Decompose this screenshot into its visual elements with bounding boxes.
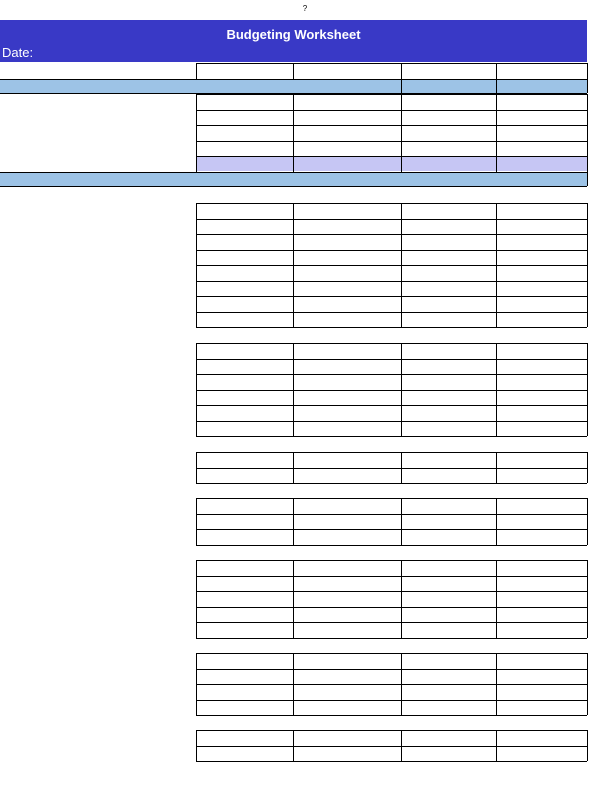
grid-row-line	[196, 327, 587, 328]
grid-row-line	[196, 514, 587, 515]
grid-column-line	[293, 498, 294, 545]
grid-column-line	[196, 452, 197, 483]
grid-line	[293, 156, 294, 172]
grid-row-line	[196, 700, 587, 701]
grid-row-line	[196, 545, 587, 546]
grid-line	[196, 156, 197, 172]
grid-column-line	[496, 452, 497, 483]
grid-column-line	[496, 203, 497, 327]
grid-column-line	[587, 343, 588, 436]
total-income-band	[196, 157, 587, 171]
grid-row-line	[196, 265, 587, 266]
grid-column-line	[587, 653, 588, 715]
grid-row-line	[196, 312, 587, 313]
grid-column-line	[587, 94, 588, 156]
grid-line	[0, 79, 587, 80]
grid-column-line	[587, 560, 588, 638]
date-label: Date:	[2, 45, 34, 60]
grid-column-line	[496, 343, 497, 436]
grid-column-line	[196, 203, 197, 327]
grid-row-line	[196, 468, 587, 469]
grid-column-line	[293, 653, 294, 715]
grid-line	[0, 186, 587, 187]
grid-row-line	[196, 622, 587, 623]
grid-column-line	[293, 94, 294, 156]
grid-column-line	[496, 653, 497, 715]
page-title: Budgeting Worksheet	[226, 27, 361, 42]
grid-column-line	[293, 343, 294, 436]
grid-column-line	[401, 498, 402, 545]
grid-column-line	[496, 560, 497, 638]
grid-column-line	[401, 94, 402, 156]
grid-line	[196, 63, 587, 64]
grid-row-line	[196, 715, 587, 716]
grid-column-line	[293, 560, 294, 638]
grid-row-line	[196, 684, 587, 685]
grid-row-line	[196, 498, 587, 499]
top-mark: ?	[302, 4, 308, 13]
grid-row-line	[196, 746, 587, 747]
grid-column-line	[401, 560, 402, 638]
grid-column-line	[196, 560, 197, 638]
grid-line	[496, 79, 497, 93]
grid-row-line	[196, 576, 587, 577]
grid-row-line	[196, 529, 587, 530]
grid-column-line	[196, 343, 197, 436]
grid-row-line	[196, 219, 587, 220]
grid-line	[496, 156, 497, 172]
grid-line	[587, 156, 588, 172]
grid-line	[587, 172, 588, 186]
grid-row-line	[196, 203, 587, 204]
grid-column-line	[496, 498, 497, 545]
grid-row-line	[196, 343, 587, 344]
grid-line	[293, 63, 294, 79]
grid-column-line	[587, 730, 588, 761]
grid-row-line	[196, 250, 587, 251]
grid-column-line	[196, 653, 197, 715]
grid-line	[0, 172, 587, 173]
grid-column-line	[196, 730, 197, 761]
grid-column-line	[401, 203, 402, 327]
grid-line	[496, 63, 497, 79]
grid-row-line	[196, 359, 587, 360]
grid-column-line	[401, 452, 402, 483]
grid-row-line	[196, 638, 587, 639]
grid-row-line	[196, 653, 587, 654]
grid-column-line	[293, 452, 294, 483]
grid-row-line	[196, 591, 587, 592]
grid-row-line	[196, 281, 587, 282]
grid-column-line	[496, 730, 497, 761]
grid-column-line	[587, 498, 588, 545]
grid-line	[401, 79, 402, 93]
grid-column-line	[293, 203, 294, 327]
grid-row-line	[196, 436, 587, 437]
header-banner	[0, 20, 587, 62]
grid-row-line	[196, 452, 587, 453]
grid-row-line	[196, 761, 587, 762]
grid-row-line	[196, 374, 587, 375]
grid-row-line	[196, 669, 587, 670]
grid-row-line	[196, 730, 587, 731]
grid-line	[401, 63, 402, 79]
grid-line	[587, 63, 588, 79]
grid-column-line	[496, 94, 497, 156]
grid-column-line	[401, 653, 402, 715]
grid-row-line	[196, 234, 587, 235]
grid-row-line	[196, 607, 587, 608]
grid-row-line	[196, 110, 587, 111]
grid-line	[196, 63, 197, 79]
grid-line	[401, 156, 402, 172]
grid-row-line	[196, 390, 587, 391]
grid-row-line	[196, 483, 587, 484]
grid-line	[587, 79, 588, 93]
grid-row-line	[196, 421, 587, 422]
income-band	[0, 79, 587, 93]
grid-column-line	[587, 203, 588, 327]
grid-column-line	[293, 730, 294, 761]
grid-row-line	[196, 141, 587, 142]
grid-column-line	[196, 498, 197, 545]
grid-row-line	[196, 405, 587, 406]
grid-column-line	[401, 343, 402, 436]
grid-row-line	[196, 560, 587, 561]
grid-column-line	[196, 94, 197, 156]
grid-row-line	[196, 296, 587, 297]
grid-row-line	[196, 94, 587, 95]
expenses-band	[0, 172, 587, 186]
grid-row-line	[196, 125, 587, 126]
grid-column-line	[401, 730, 402, 761]
grid-column-line	[587, 452, 588, 483]
